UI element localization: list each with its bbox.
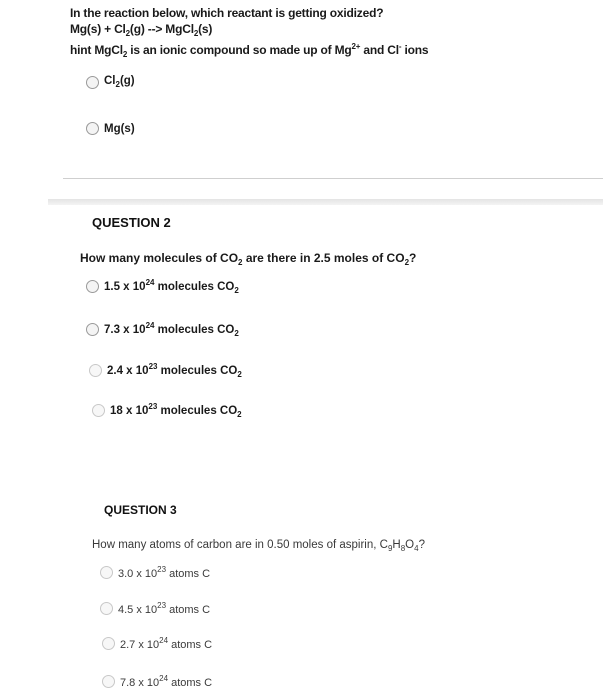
radio-button[interactable]	[86, 76, 99, 89]
radio-button[interactable]	[89, 364, 102, 377]
radio-button[interactable]	[86, 122, 99, 135]
radio-button[interactable]	[102, 637, 115, 650]
question-3-option-4[interactable]	[102, 674, 212, 689]
option-label: 3.0 x $10^{23}$ atoms C	[118, 565, 211, 580]
option-label: 2.4 x $10^{23}$ molecules $CO_2$	[107, 362, 242, 379]
option-label: $Cl_2(g)$	[104, 75, 135, 89]
question-1-panel	[0, 0, 603, 180]
question-1-option-1[interactable]	[86, 75, 135, 89]
question-2-option-2[interactable]	[86, 321, 239, 338]
section-separator	[48, 199, 603, 205]
option-label: 18 x $10^{23}$ molecules $CO_2$	[110, 402, 242, 419]
question-1-hint: hint MgCl$_2$ is an ionic compound so made up of $Mg^{2+}$ and Cl- ions	[70, 42, 429, 59]
question-3-header: QUESTION 3	[104, 503, 177, 517]
question-3-prompt: How many atoms of carbon are in 0.50 moles of aspirin, $C_9H_8O_4$?	[92, 539, 425, 553]
question-2-header: QUESTION 2	[92, 215, 171, 230]
option-label: Mg(s)	[104, 122, 135, 135]
radio-button[interactable]	[86, 280, 99, 293]
radio-button[interactable]	[92, 404, 105, 417]
option-label: 1.5 x $10^{24}$ molecules $CO_2$	[104, 278, 239, 295]
option-label: 7.8 x $10^{24}$ atoms C	[120, 674, 213, 689]
radio-button[interactable]	[100, 602, 113, 615]
divider	[63, 178, 603, 179]
question-3-option-3[interactable]	[102, 636, 212, 651]
question-2-option-3[interactable]	[89, 362, 242, 379]
radio-button[interactable]	[86, 323, 99, 336]
option-label: 2.7 x $10^{24}$ atoms C	[120, 636, 213, 651]
question-3-option-2[interactable]	[100, 601, 210, 616]
question-2-option-1[interactable]	[86, 278, 239, 295]
option-label: 4.5 x $10^{23}$ atoms C	[118, 601, 211, 616]
radio-button[interactable]	[100, 566, 113, 579]
question-1-option-2[interactable]	[86, 122, 135, 135]
option-label: 7.3 x $10^{24}$ molecules $CO_2$	[104, 321, 239, 338]
radio-button[interactable]	[102, 675, 115, 688]
question-1-prompt: In the reaction below, which reactant is getting oxidized?	[70, 6, 384, 20]
question-3-option-1[interactable]	[100, 565, 210, 580]
question-2-option-4[interactable]	[92, 402, 242, 419]
question-2-prompt: How many molecules of $CO_2$ are there in 2.5 moles of $CO_2$?	[80, 251, 417, 267]
question-1-equation: $Mg(s) + Cl_2(g)$ --> MgCl$_2$(s)	[70, 22, 213, 38]
